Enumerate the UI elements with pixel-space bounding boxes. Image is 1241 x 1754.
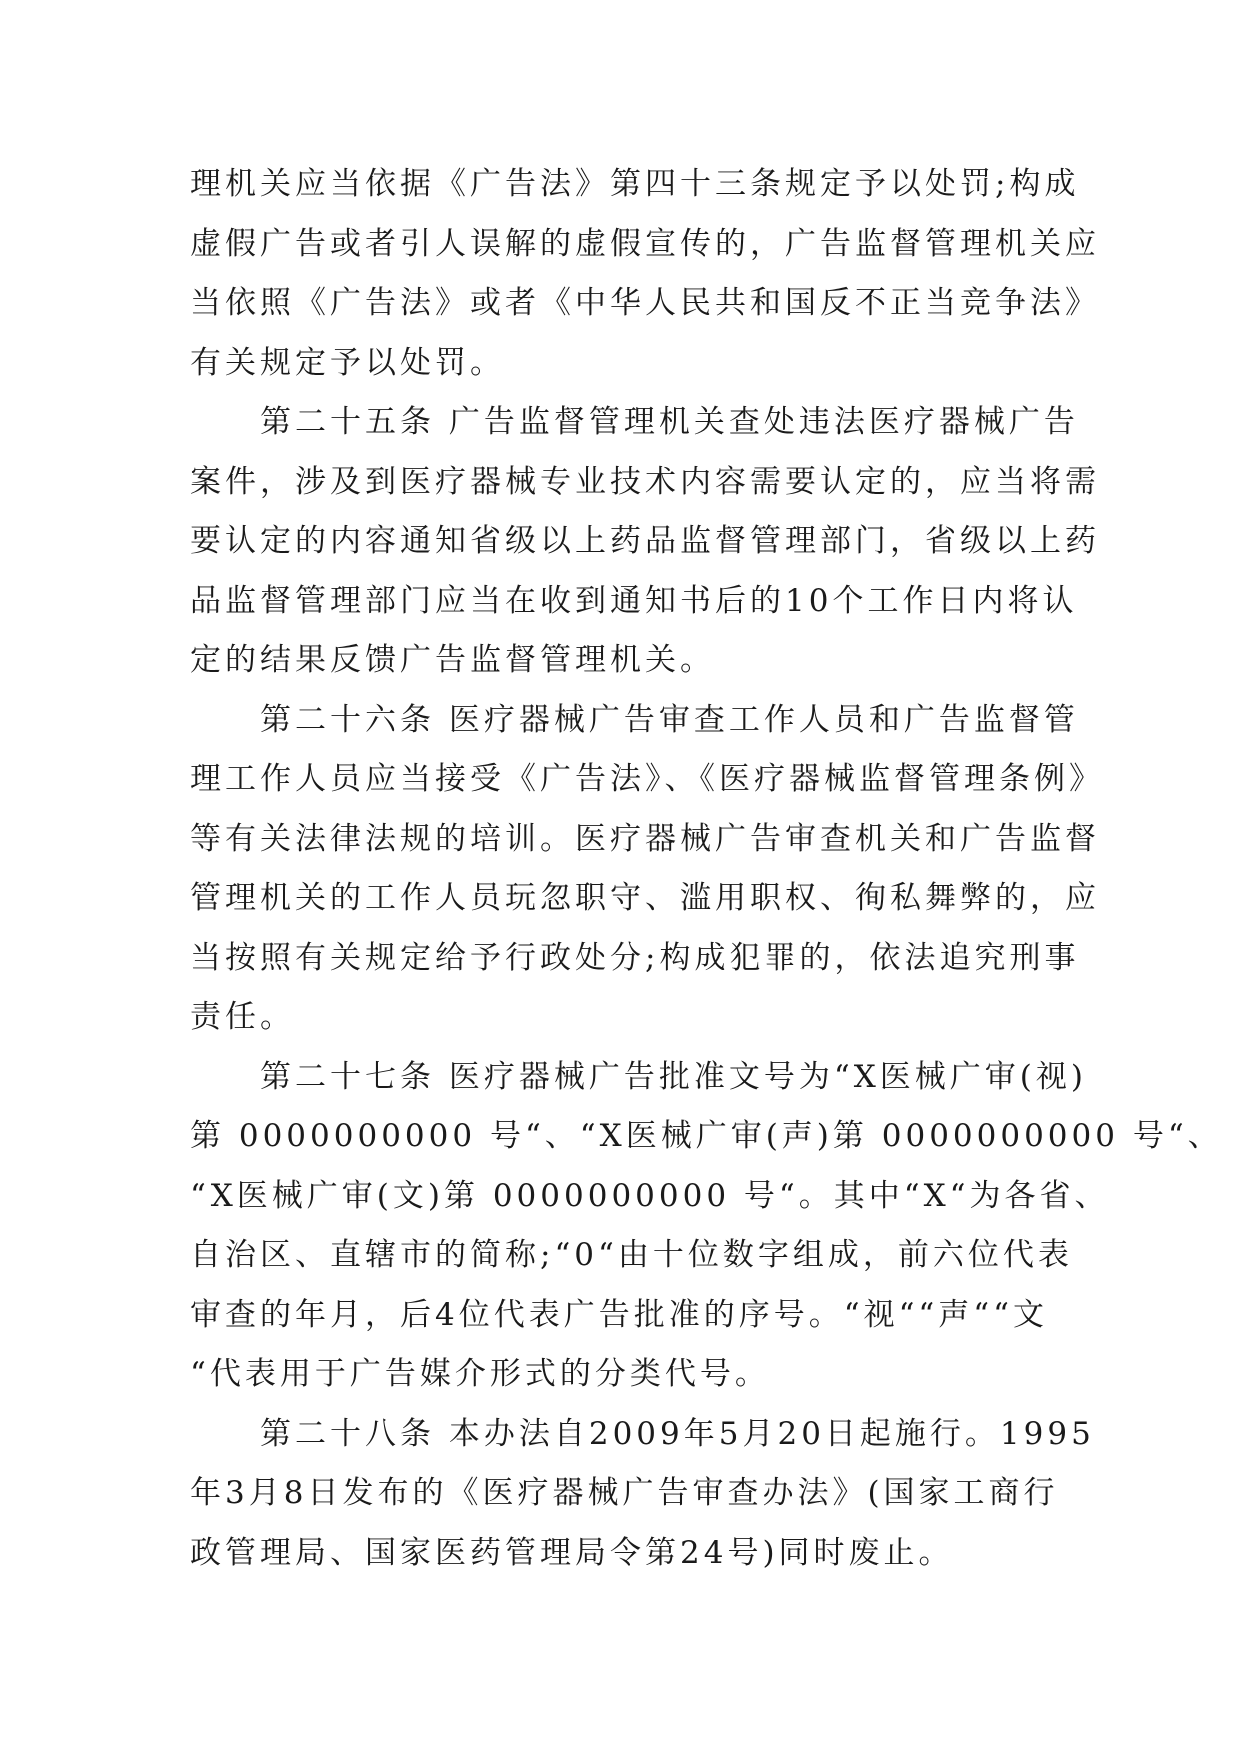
- text-line: 第二十八条 本办法自2009年5月20日起施行。1995: [190, 1415, 1095, 1452]
- text-line: 案件，涉及到医疗器械专业技术内容需要认定的，应当将需: [190, 463, 1100, 500]
- text-line: 第二十六条 医疗器械广告审查工作人员和广告监督管: [190, 701, 1079, 738]
- text-line: 年3月8日发布的《医疗器械广告审查办法》(国家工商行: [190, 1475, 1059, 1511]
- text-line: 理工作人员应当接受《广告法》、《医疗器械监督管理条例》: [190, 761, 1104, 797]
- paragraph-article-27: [190, 1048, 1223, 1405]
- paragraph-article-24-continued: [190, 155, 1100, 393]
- text-line: 虚假广告或者引人误解的虚假宣传的，广告监督管理机关应: [190, 225, 1100, 262]
- text-line: 当按照有关规定给予行政处分;构成犯罪的，依法追究刑事: [190, 939, 1080, 976]
- text-line: 审查的年月，后4位代表广告批准的序号。“视““声““文: [190, 1296, 1048, 1333]
- text-line: 政管理局、国家医药管理局令第24号)同时废止。: [190, 1534, 954, 1571]
- text-line: 第二十七条 医疗器械广告批准文号为“X医械广审(视): [190, 1058, 1087, 1095]
- document-body: [190, 155, 1223, 1583]
- text-line: 定的结果反馈广告监督管理机关。: [190, 642, 715, 678]
- text-line: 第二十五条 广告监督管理机关查处违法医疗器械广告: [190, 404, 1079, 440]
- text-line: 有关规定予以处罚。: [190, 344, 505, 381]
- paragraph-article-25: [190, 393, 1100, 691]
- text-line: 要认定的内容通知省级以上药品监督管理部门，省级以上药: [190, 523, 1100, 559]
- text-line: 理机关应当依据《广告法》第四十三条规定予以处罚;构成: [190, 166, 1080, 202]
- text-line: 管理机关的工作人员玩忽职守、滥用职权、徇私舞弊的，应: [190, 880, 1100, 916]
- paragraph-article-28: [190, 1405, 1095, 1584]
- text-line: 等有关法律法规的培训。医疗器械广告审查机关和广告监督: [190, 820, 1100, 857]
- text-line: 自治区、直辖市的简称;“0“由十位数字组成，前六位代表: [190, 1237, 1073, 1273]
- text-line: “X医械广审(文)第 0000000000 号“。其中“X“为各省、: [190, 1177, 1110, 1214]
- text-line: 第 0000000000 号“、“X医械广审(声)第 0000000000 号“、: [190, 1118, 1223, 1154]
- paragraph-article-26: [190, 691, 1104, 1048]
- text-line: “代表用于广告媒介形式的分类代号。: [190, 1356, 770, 1392]
- text-line: 当依照《广告法》或者《中华人民共和国反不正当竞争法》: [190, 285, 1100, 321]
- text-line: 品监督管理部门应当在收到通知书后的10个工作日内将认: [190, 582, 1078, 619]
- text-line: 责任。: [190, 999, 295, 1035]
